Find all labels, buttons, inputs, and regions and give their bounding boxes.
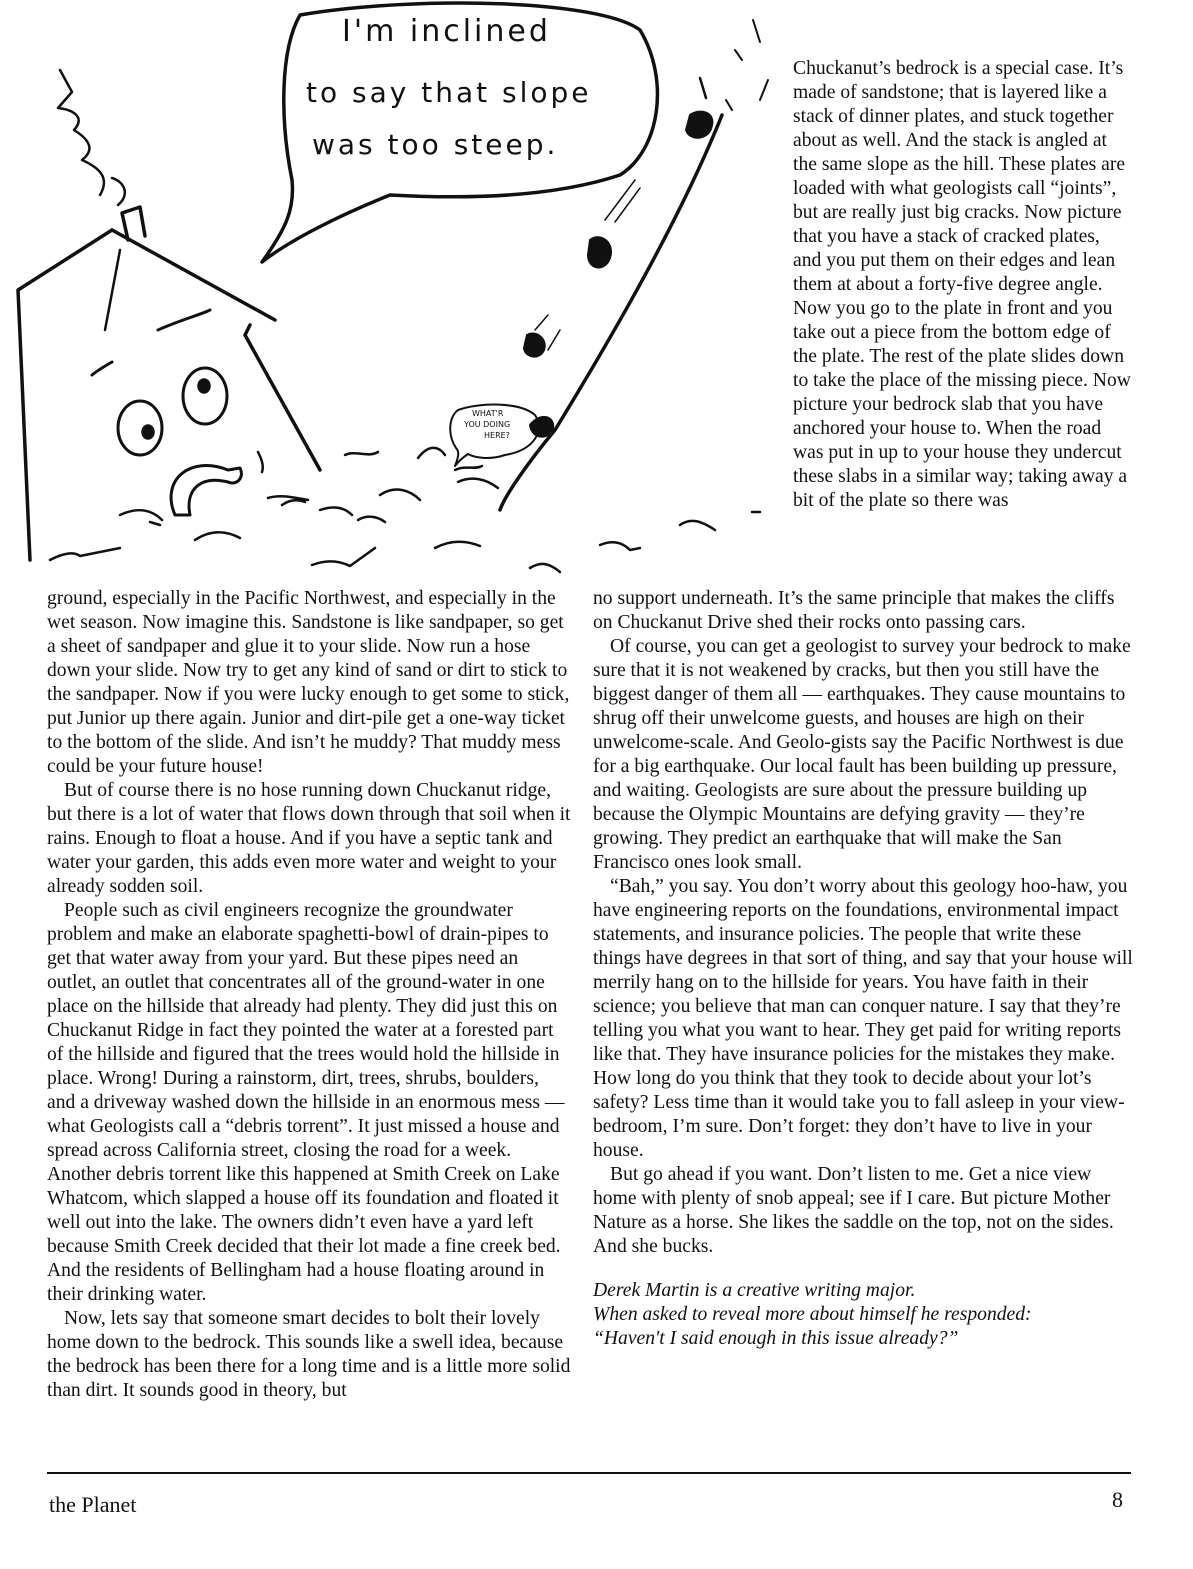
chimney-smoke: [58, 70, 125, 205]
falling-rock: [588, 237, 611, 267]
paragraph: But of course there is no hose running down Chuckanut ridge, but there is a lot of water that flows down through that soil when it rains. Enough to float a house. And if you have a septic tank and water your garden, this adds even more water and weight to your already sodden soil.: [47, 780, 571, 897]
author-bio: [593, 1279, 1133, 1351]
hillside: [500, 115, 722, 510]
article-left-column: [47, 587, 572, 1403]
page-number: 8: [1112, 1487, 1123, 1512]
house-character: [18, 207, 320, 560]
paragraph: People such as civil engineers recognize the groundwater problem and make an elaborate spaghetti-bowl of drain-pipes to get that water away from your yard. But these pipes need an outlet, an outlet that concentrates all of the ground-water in one place on the hillside that already had plenty. They did just this on Chuckanut Ridge in fact they pointed the water at a forested part of the hillside and figured that the trees would hold the hillside in place. Wrong! During a rainstorm, dirt, trees, shrubs, boulders, and a driveway washed down the hillside in an enormous mess — what Geologists call a “debris torrent”. It just missed a house and spread across California street, closing the road for a week. Another debris torrent like this happened at Smith Creek on Lake Whatcom, which slapped a house off its foundation and floated it well out into the lake. The owners didn’t even have a yard left because Smith Creek decided that their lot made a fine creek bed. And the residents of Bellingham had a house floating around in their drinking water.: [47, 900, 565, 1305]
paragraph: no support underneath. It’s the same principle that makes the cliffs on Chuckanut Drive shed their rocks onto passing cars.: [593, 588, 1115, 633]
rock-bubble-line-3: HERE?: [484, 431, 510, 440]
falling-rock: [524, 333, 545, 356]
author-bio-line: “Haven't I said enough in this issue already?”: [593, 1328, 959, 1349]
footer-rule: [47, 1472, 1131, 1474]
rock-bubble-line-1: WHAT'R: [472, 409, 504, 418]
paragraph: ground, especially in the Pacific Northwest, and especially in the wet season. Now imagine this. Sandstone is like sandpaper, so get a sheet of sandpaper and glue it to your slide. Now run a hose down your slide. Now try to get any kind of sand or dirt to stick to the sandpaper. Now if you were lucky enough to get some to stick, put Junior up there again. Junior and dirt-pile get a one-way ticket to the bottom of the slide. And isn’t he muddy? That muddy mess could be your future house!: [47, 588, 570, 777]
cartoon-illustration: [0, 0, 790, 590]
paragraph: “Bah,” you say. You don’t worry about this geology hoo-haw, you have engineering reports on the foundations, environmental impact statements, and insurance policies. The people that write these things have degrees in that sort of thing, and say that your house will merrily hang on to the hillside for years. You have faith in their science; you believe that man can conquer nature. I say that they’re telling you what you want to hear. They get paid for writing reports like that. They have insurance policies for the mistakes they make. How long do you think that they took to decide about your lot’s safety? Less time than it would take you to fall asleep in your view-bedroom, I’m sure. Don’t forget: they don’t have to live in your house.: [593, 876, 1133, 1161]
water-waves: [50, 448, 760, 572]
paragraph: Now, lets say that someone smart decides to bolt their lovely home down to the bedrock. This sounds like a swell idea, because the bedrock has been there for a long time and is a little more solid than dirt. It sounds good in theory, but: [47, 1308, 571, 1401]
article-top-right-paragraph: [793, 57, 1133, 513]
author-bio-line: When asked to reveal more about himself he responded:: [593, 1304, 1032, 1325]
author-bio-line: Derek Martin is a creative writing major.: [593, 1280, 916, 1301]
speech-bubble-line-3: was too steep.: [312, 128, 559, 161]
article-right-column: [593, 587, 1133, 1351]
paragraph: Of course, you can get a geologist to survey your bedrock to make sure that it is not weakened by cracks, but then you still have the biggest danger of them all — earthquakes. They cause mountains to shrug off their unwelcome guests, and houses are high on their unwelcome-scale. And Geolo-gists say the Pacific Northwest is due for a big earthquake. Our local fault has been building up pressure, and waiting. Geologists are sure about the pressure building up because the Olympic Mountains are defying gravity — they’re growing. They predict an earthquake that will make the San Francisco ones look small.: [593, 636, 1131, 873]
falling-rock: [686, 112, 712, 138]
paragraph: Chuckanut’s bedrock is a special case. It’s made of sandstone; that is layered like a stack of dinner plates, and stuck together about as well. And the stack is angled at the same slope as the hill. These plates are loaded with what geologists call “joints”, but are really just big cracks. Now picture that you have a stack of cracked plates, and you put them on their edges and lean them at about a forty-five degree angle. Now you go to the plate in front and you take out a piece from the bottom edge of the plate. The rest of the plate slides down to take the place of the missing piece. Now picture your bedrock slab that you have anchored your house to. When the road was put in up to your house they undercut these slabs in a similar way; taking away a bit of the plate so there was: [793, 58, 1131, 511]
paragraph: But go ahead if you want. Don’t listen to me. Get a nice view home with plenty of snob appeal; see if I care. But picture Mother Nature as a horse. She likes the saddle on the top, not on the sides. And she bucks.: [593, 1164, 1114, 1257]
publication-name: the Planet: [49, 1492, 137, 1517]
speech-bubble-line-1: I'm inclined: [342, 14, 551, 49]
speech-bubble-line-2: to say that slope: [306, 76, 592, 109]
rock-bubble-line-2: YOU DOING: [464, 420, 511, 429]
